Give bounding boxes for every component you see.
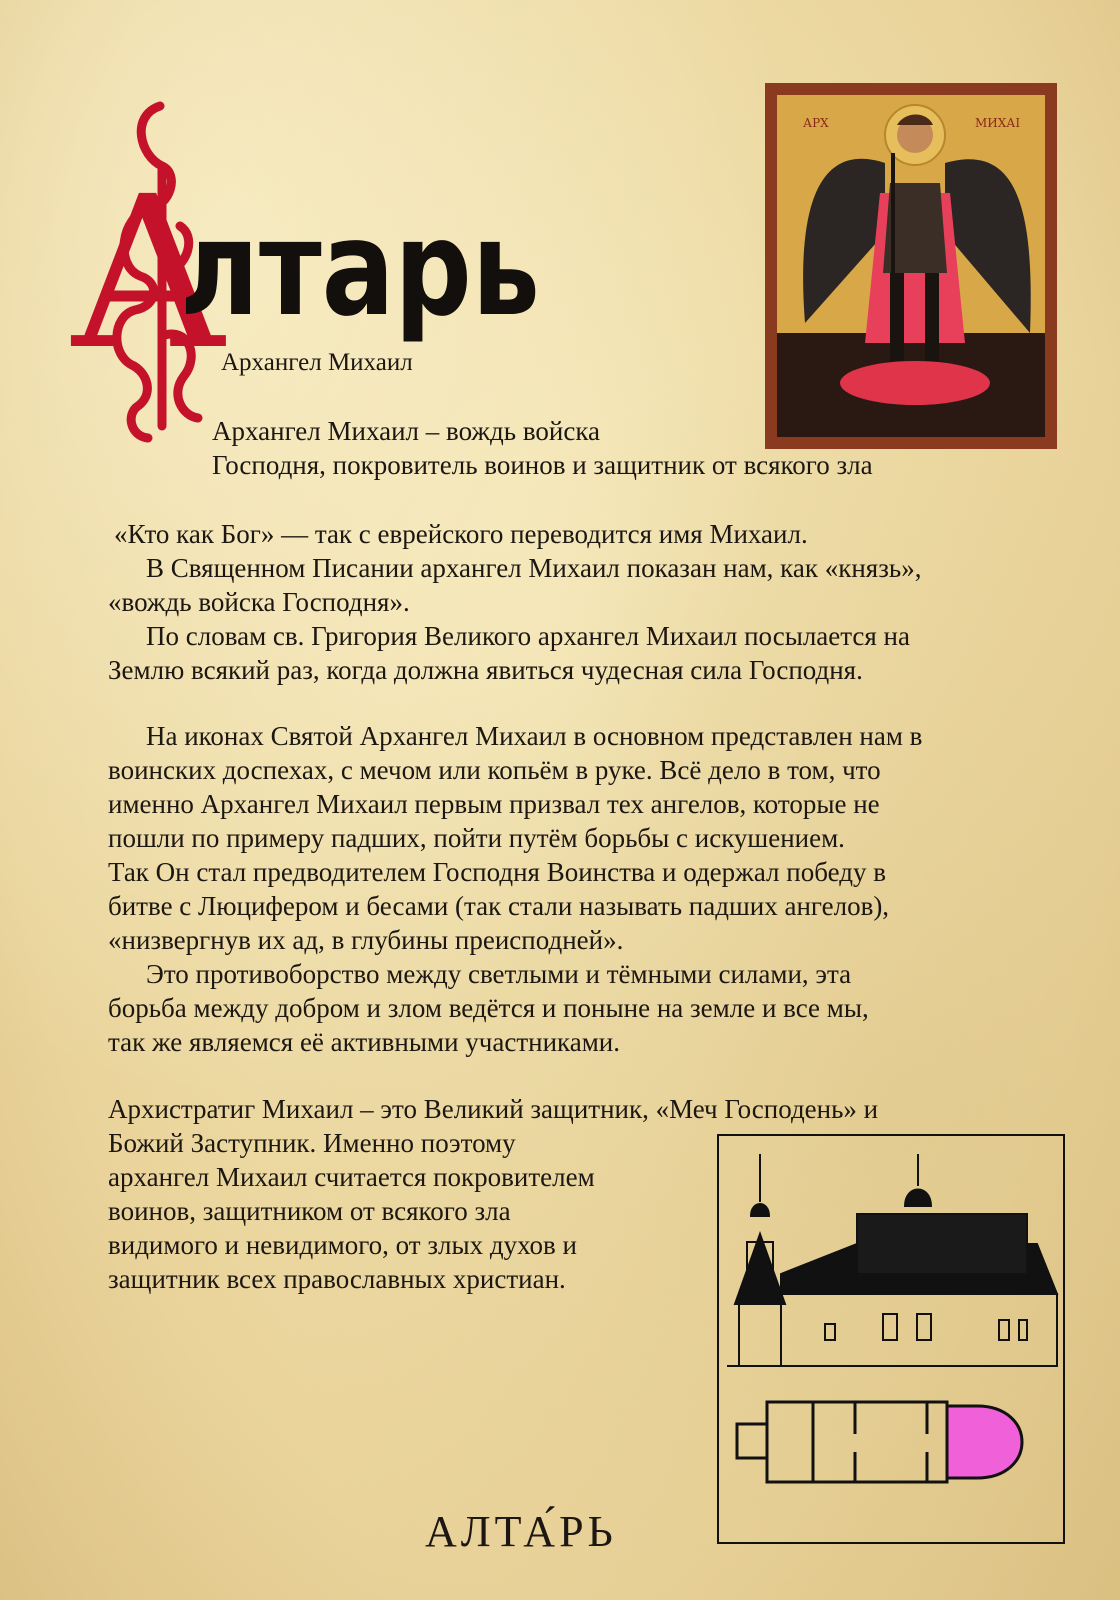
text-line: В Священном Писании архангел Михаил показан нам, как «князь», [146, 553, 922, 583]
text-line: видимого и невидимого, от злых духов и [108, 1230, 578, 1260]
text-line: пошли по примеру падших, пойти путём борьбы с искушением. [108, 823, 845, 853]
paragraph-block [108, 551, 921, 687]
text-line: воинов, защитником от всякого зла [108, 1196, 511, 1226]
text-line: На иконах Святой Архангел Михаил в основном представлен нам в [146, 721, 923, 751]
text-line: борьба между добром и злом ведётся и поныне на земле и все мы, [108, 993, 869, 1023]
paragraph-block [108, 719, 922, 1059]
text-line: «низвергнув их ад, в глубины преисподней». [108, 925, 624, 955]
text-line: архангел Михаил считается покровителем [108, 1162, 595, 1192]
page-title-text: лтарь [180, 192, 540, 346]
church-floor-plan [737, 1402, 1022, 1482]
lead-line: Архангел Михаил – вождь войска [212, 416, 601, 446]
church-elevation [727, 1154, 1057, 1366]
icon-inscription-left: АРХ [803, 116, 829, 130]
text-line: «вождь войска Господня». [108, 587, 410, 617]
text-line: Архистратиг Михаил – это Великий защитник, «Меч Господень» и [108, 1094, 879, 1124]
archangel-michael-icon-image [765, 83, 1057, 449]
page-title [180, 192, 550, 346]
footer-title: АЛТА́РЬ [425, 1507, 617, 1556]
text-line: битве с Люцифером и бесами (так стали называть падших ангелов), [108, 891, 890, 921]
icon-inscription-right: МИХАI [975, 116, 1021, 130]
text-line: Так Он стал предводителем Господня Воинства и одержал победу в [108, 857, 886, 887]
text-line: Божий Заступник. Именно поэтому [108, 1128, 516, 1158]
drop-cap-letter: А [68, 151, 228, 396]
subtitle: Архангел Михаил [221, 349, 413, 376]
text-line: так же являемся её активными участниками. [108, 1027, 620, 1057]
text-line: Землю всякий раз, когда должна явиться чудесная сила Господня. [108, 655, 863, 685]
text-line: именно Архангел Михаил первым призвал тех ангелов, которые не [108, 789, 880, 819]
text-line: Это противоборство между светлыми и тёмными силами, эта [146, 959, 852, 989]
lead-line: Господня, покровитель воинов и защитник от всякого зла [212, 450, 873, 480]
text-line: воинских доспехах, с мечом или копьём в руке. Всё дело в том, что [108, 755, 881, 785]
quote-line: «Кто как Бог» — так с еврейского переводится имя Михаил. [114, 519, 808, 549]
text-line: защитник всех православных христиан. [108, 1264, 566, 1294]
church-plan-drawing [717, 1134, 1065, 1544]
text-line: По словам св. Григория Великого архангел Михаил посылается на [146, 621, 910, 651]
